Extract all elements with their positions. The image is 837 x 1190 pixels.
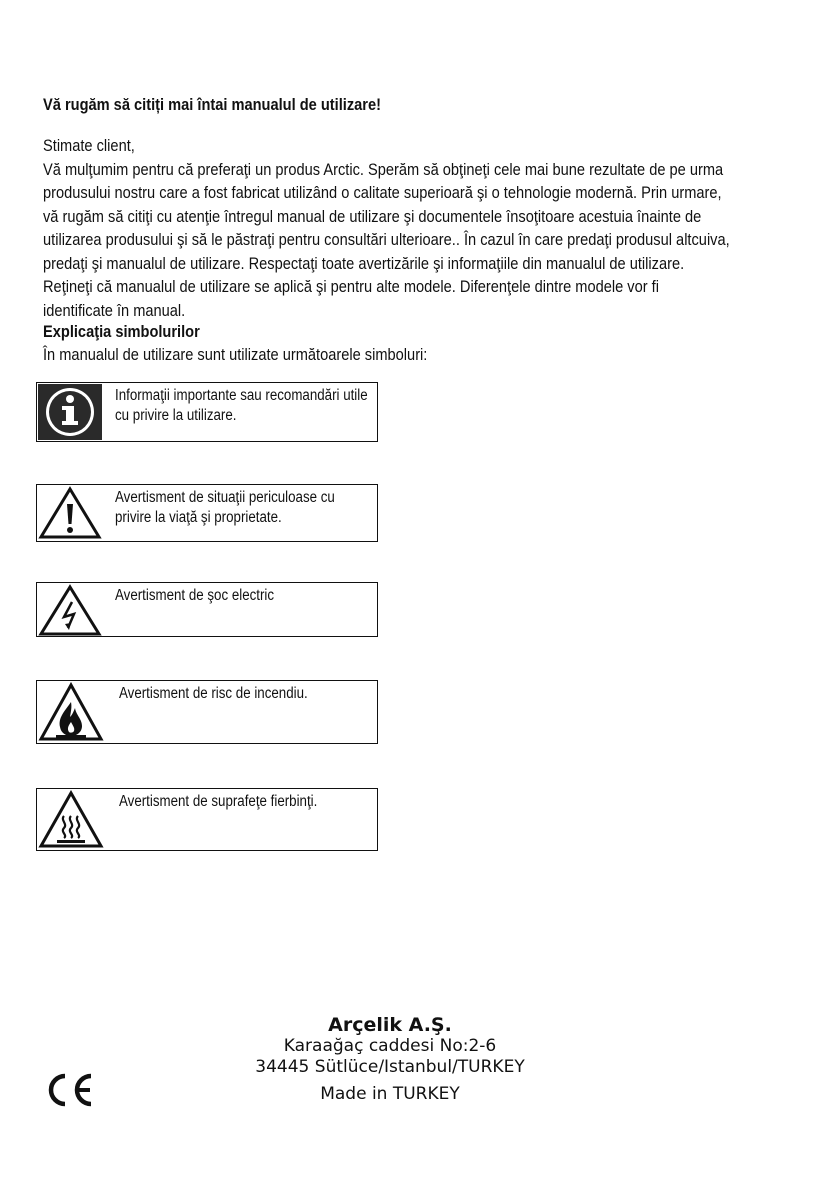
page-title: Vă rugăm să citiți mai întai manualul de utilizare! bbox=[43, 95, 381, 114]
intro-line: Vă mulţumim pentru că preferaţi un produs Arctic. Sperăm să obţineţi cele mai bune rezultate de pe urma bbox=[43, 159, 724, 179]
electric-shock-icon bbox=[38, 584, 102, 641]
intro-line: predaţi şi manualul de utilizare. Respectaţi toate avertizările şi informaţiile din manualul de utilizare. bbox=[43, 253, 685, 273]
hot-surface-icon bbox=[38, 790, 104, 853]
ce-mark-icon bbox=[43, 1072, 95, 1108]
company-name: Arçelik A.Ş. bbox=[328, 1014, 452, 1036]
warning-exclamation-icon bbox=[38, 486, 102, 545]
symbol-text: Informaţii importante sau recomandări utile cu privire la utilizare. bbox=[115, 387, 368, 424]
symbol-text: Avertisment de şoc electric bbox=[115, 587, 275, 604]
intro-line: utilizarea produsului şi să le păstraţi pentru consultări ulterioare.. În cazul în care predaţi produsul altcuiva, bbox=[43, 230, 730, 249]
symbol-box-info bbox=[36, 382, 378, 442]
company-address-line1: Karaağaç caddesi No:2-6 bbox=[283, 1036, 497, 1056]
intro-line: Stimate client, bbox=[43, 136, 135, 155]
symbol-box-hot-surface bbox=[36, 788, 378, 851]
intro-line: vă rugăm să citiţi cu atenţie întregul manual de utilizare şi documentele însoţitoare acestuia înainte de bbox=[43, 206, 702, 226]
symbol-text: Avertisment de suprafeţe fierbinţi. bbox=[119, 793, 318, 810]
intro-text bbox=[43, 134, 800, 322]
symbol-text: Avertisment de risc de incendiu. bbox=[119, 685, 308, 702]
company-address-line2: 34445 Sütlüce/Istanbul/TURKEY bbox=[255, 1057, 525, 1077]
info-icon bbox=[38, 384, 102, 445]
made-in-text: Made in TURKEY bbox=[320, 1084, 460, 1104]
fire-hazard-icon bbox=[38, 682, 104, 747]
symbol-box-fire bbox=[36, 680, 378, 744]
intro-line: produsului nostru care a fost fabricat utilizând o calitate superioară şi o tehnologie modernă. Prin urmare, bbox=[43, 183, 722, 202]
symbols-heading: Explicaţia simbolurilor bbox=[43, 322, 200, 341]
symbol-box-electric bbox=[36, 582, 378, 637]
symbol-box-warning bbox=[36, 484, 378, 542]
intro-line: identificate în manual. bbox=[43, 300, 186, 320]
symbols-description: În manualul de utilizare sunt utilizate următoarele simboluri: bbox=[43, 345, 428, 364]
symbol-text: Avertisment de situaţii periculoase cu privire la viaţă şi proprietate. bbox=[115, 489, 335, 526]
intro-line: Reţineţi că manualul de utilizare se aplică şi pentru alte modele. Diferenţele dintre modele vor fi bbox=[43, 277, 660, 296]
